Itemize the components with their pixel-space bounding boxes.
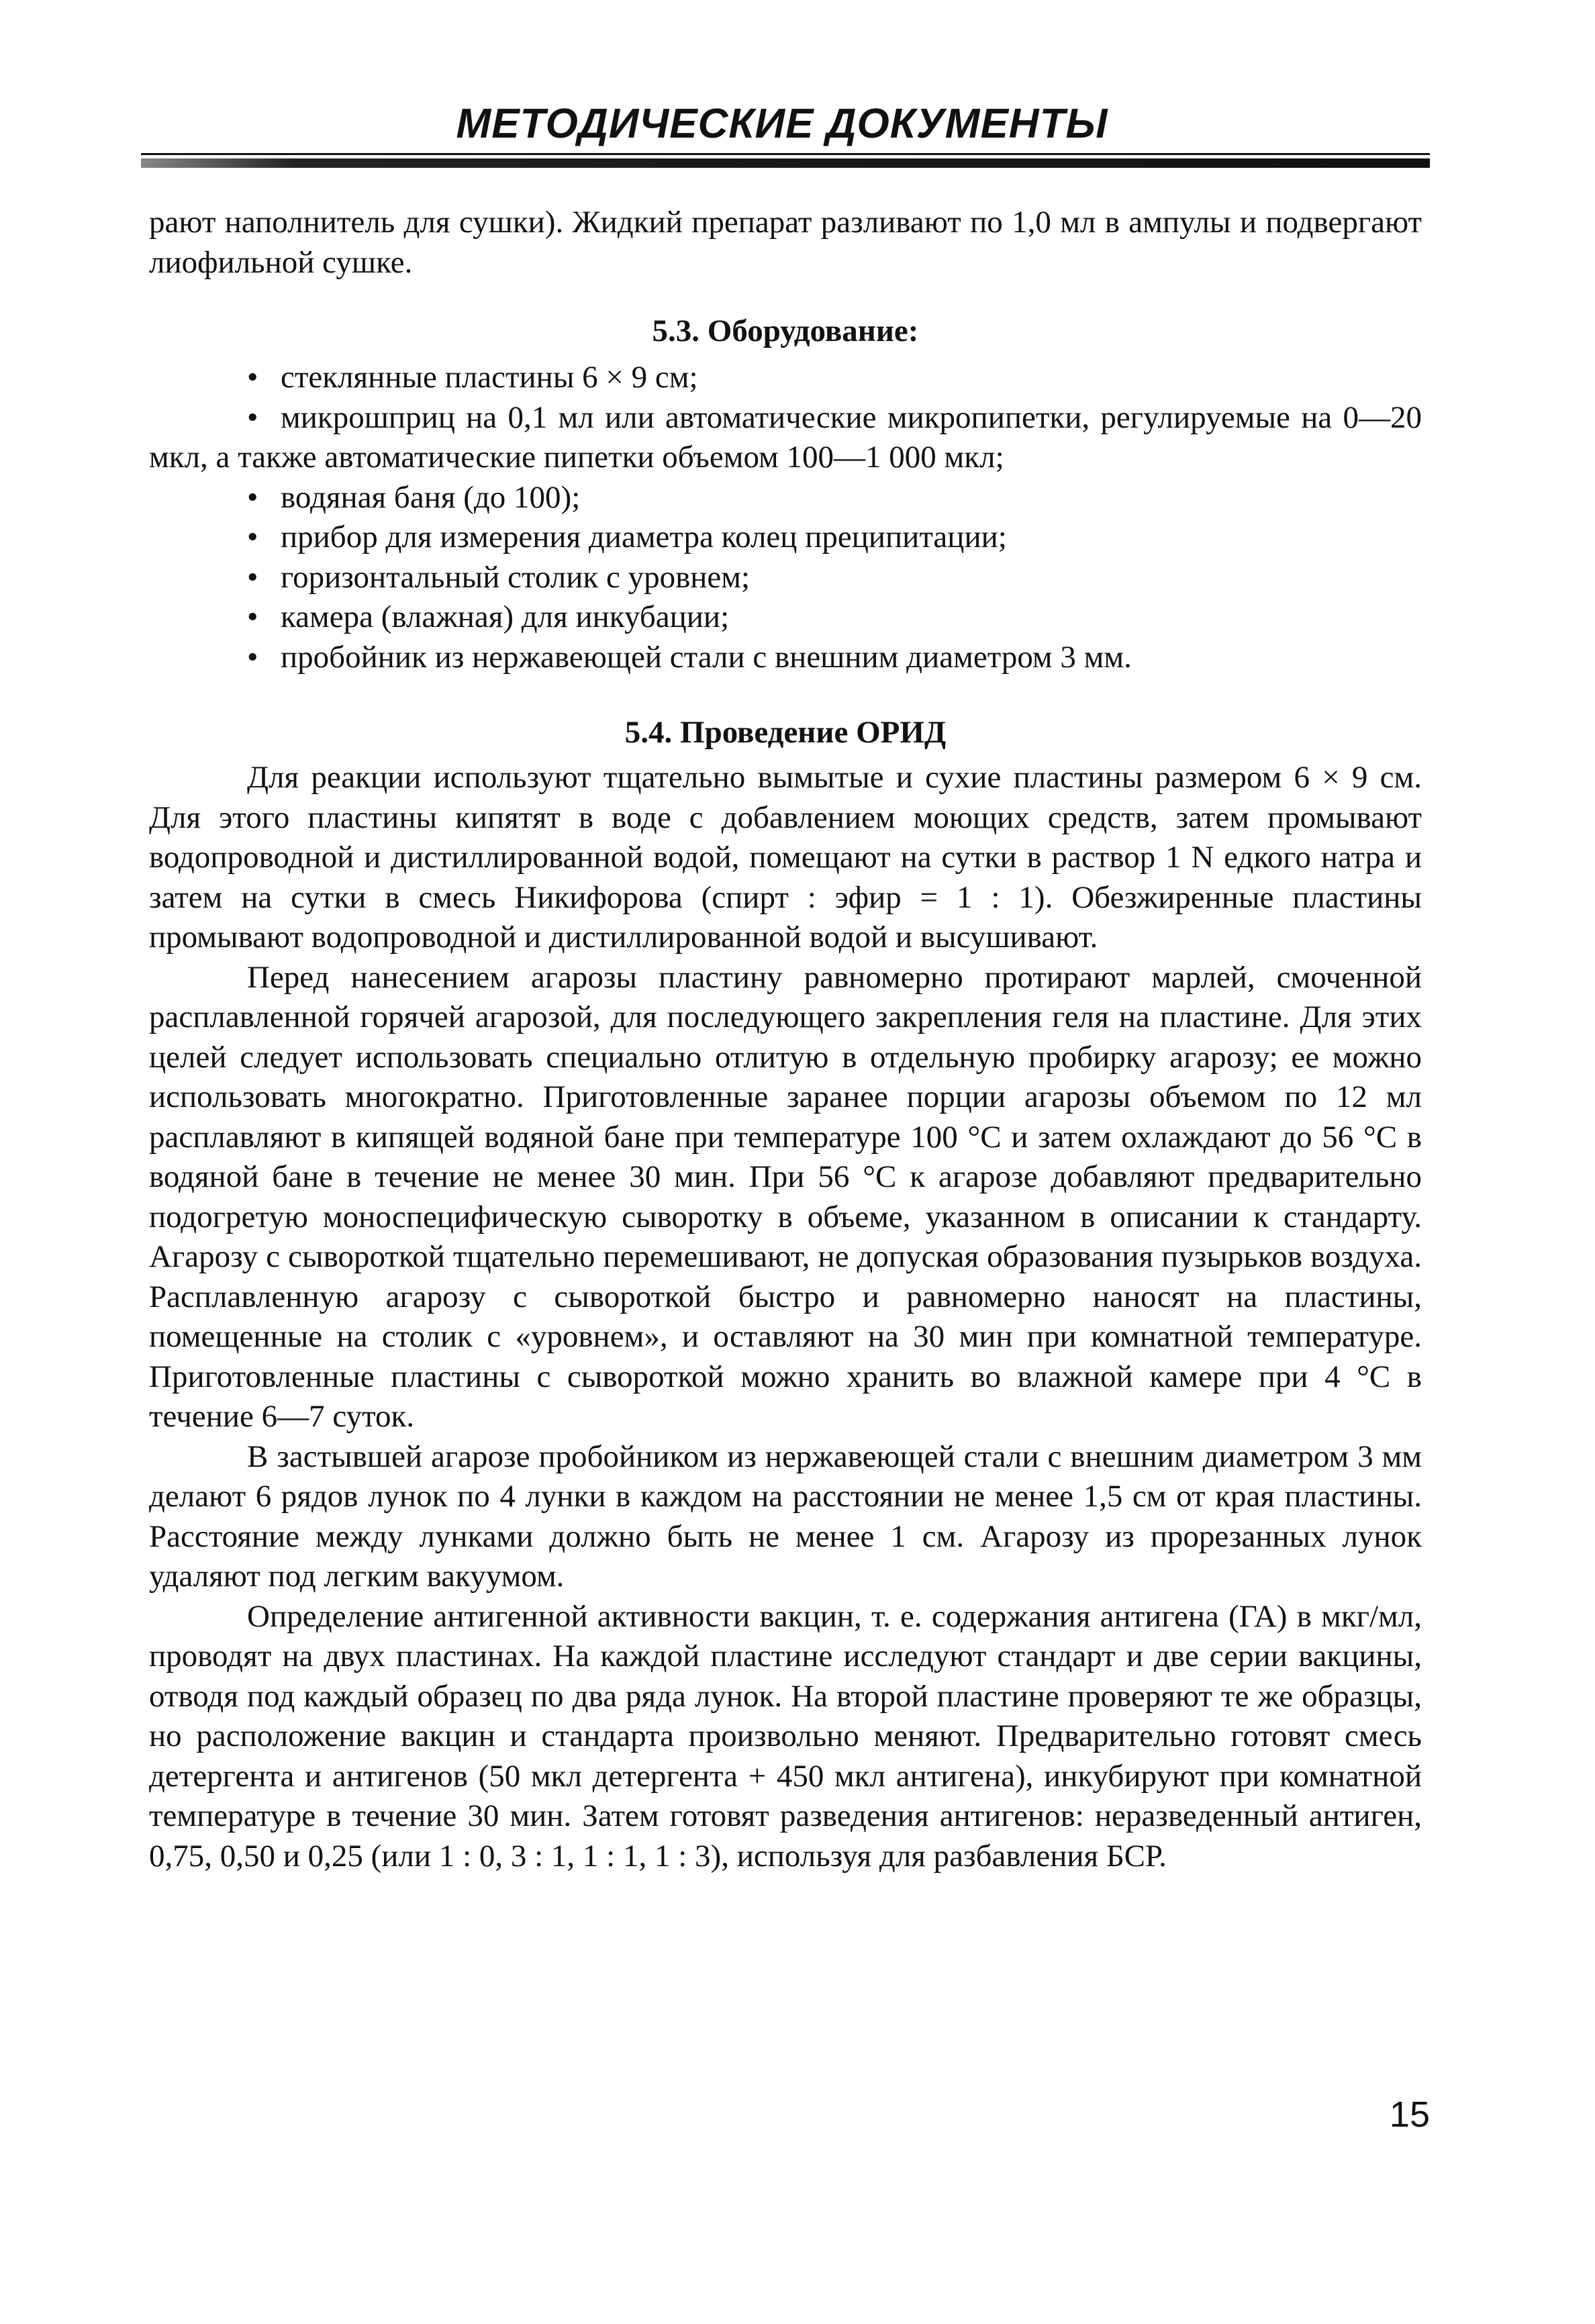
section-5-3-heading: 5.3. Оборудование: — [652, 313, 919, 348]
bullet-icon: • — [247, 639, 258, 675]
bullet-icon: • — [247, 360, 258, 395]
page-body — [149, 203, 1422, 1876]
list-item: • водяная баня (до 100); — [149, 478, 1422, 518]
intro-paragraph: рают наполнитель для сушки). Жидкий препарат разливают по 1,0 мл в ампулы и подвергают лиофильной сушке. — [149, 205, 1422, 280]
header-rule-thick — [141, 158, 1430, 168]
list-item: • стеклянные пластины 6 × 9 см; — [149, 358, 1422, 398]
running-header: МЕТОДИЧЕСКИЕ ДОКУМЕНТЫ — [456, 101, 1108, 147]
list-item: • прибор для измерения диаметра колец преципитации; — [149, 518, 1422, 558]
equipment-list — [149, 358, 1422, 677]
list-item: • камера (влажная) для инкубации; — [149, 597, 1422, 638]
section-5-4-heading: 5.4. Проведение ОРИД — [624, 715, 947, 750]
list-item: • горизонтальный столик с уровнем; — [149, 558, 1422, 598]
bullet-icon: • — [247, 399, 258, 435]
list-item: • микрошприц на 0,1 мл или автоматические микропипетки, регулируемые на 0—20 мкл, а также автоматические пипетки объемом 100—1 000 мкл; — [149, 398, 1422, 478]
bullet-icon: • — [247, 559, 258, 595]
paragraph: Для реакции используют тщательно вымытые и сухие пластины размером 6 × 9 см. Для этого пластины кипятят в воде с добавлением моющих средств, затем промывают водопроводной и дистиллированной водой, помещают на сутки в раствор 1 N едкого натра и затем на сутки в смесь Никифорова (спирт : эфир = 1 : 1). Обезжиренные пластины промывают водопроводной и дистиллированной водой и высушивают. — [149, 760, 1422, 955]
paragraph: В застывшей агарозе пробойником из нержавеющей стали с внешним диаметром 3 мм делают 6 рядов лунок по 4 лунки в каждом на расстоянии не менее 1,5 см от края пластины. Расстояние между лунками должно быть не менее 1 см. Агарозу из прорезанных лунок удаляют под легким вакуумом. — [149, 1439, 1422, 1594]
paragraph: Перед нанесением агарозы пластину равномерно протирают марлей, смоченной расплавленной горячей агарозой, для последующего закрепления геля на пластине. Для этих целей следует использовать специально отлитую в отдельную пробирку агарозу; ее можно использовать многократно. Приготовленные заранее порции агарозы объемом по 12 мл расплавляют в кипящей водяной бане при температуре 100 °С и затем охлаждают до 56 °С в водяной бане в течение не менее 30 мин. При 56 °С к агарозе добавляют предварительно подогретую моноспецифическую сыворотку в объеме, указанном в описании к стандарту. Агарозу с сывороткой тщательно перемешивают, не допуская образования пузырьков воздуха. Расплавленную агарозу с сывороткой быстро и равномерно наносят на пластины, помещенные на столик с «уровнем», и оставляют на 30 мин при комнатной температуре. Приготовленные пластины с сывороткой можно хранить во влажной камере при 4 °С в течение 6—7 суток. — [149, 959, 1422, 1434]
paragraph: Определение антигенной активности вакцин, т. е. содержания антигена (ГА) в мкг/мл, проводят на двух пластинах. На каждой пластине исследуют стандарт и две серии вакцины, отводя под каждый образец по два ряда лунок. На второй пластине проверяют те же образцы, но расположение вакцин и стандарта произвольно меняют. Предварительно готовят смесь детергента и антигенов (50 мкл детергента + 450 мкл антигена), инкубируют при комнатной температуре в течение 30 мин. Затем готовят разведения антигенов: неразведенный антиген, 0,75, 0,50 и 0,25 (или 1 : 0, 3 : 1, 1 : 1, 1 : 3), используя для разбавления БСР. — [149, 1598, 1422, 1874]
header-rule-thin — [141, 153, 1430, 155]
bullet-icon: • — [247, 520, 258, 554]
page-number: 15 — [1389, 2094, 1430, 2135]
list-item: • пробойник из нержавеющей стали с внешним диаметром 3 мм. — [149, 638, 1422, 678]
bullet-icon: • — [247, 479, 258, 515]
bullet-icon: • — [247, 599, 258, 634]
